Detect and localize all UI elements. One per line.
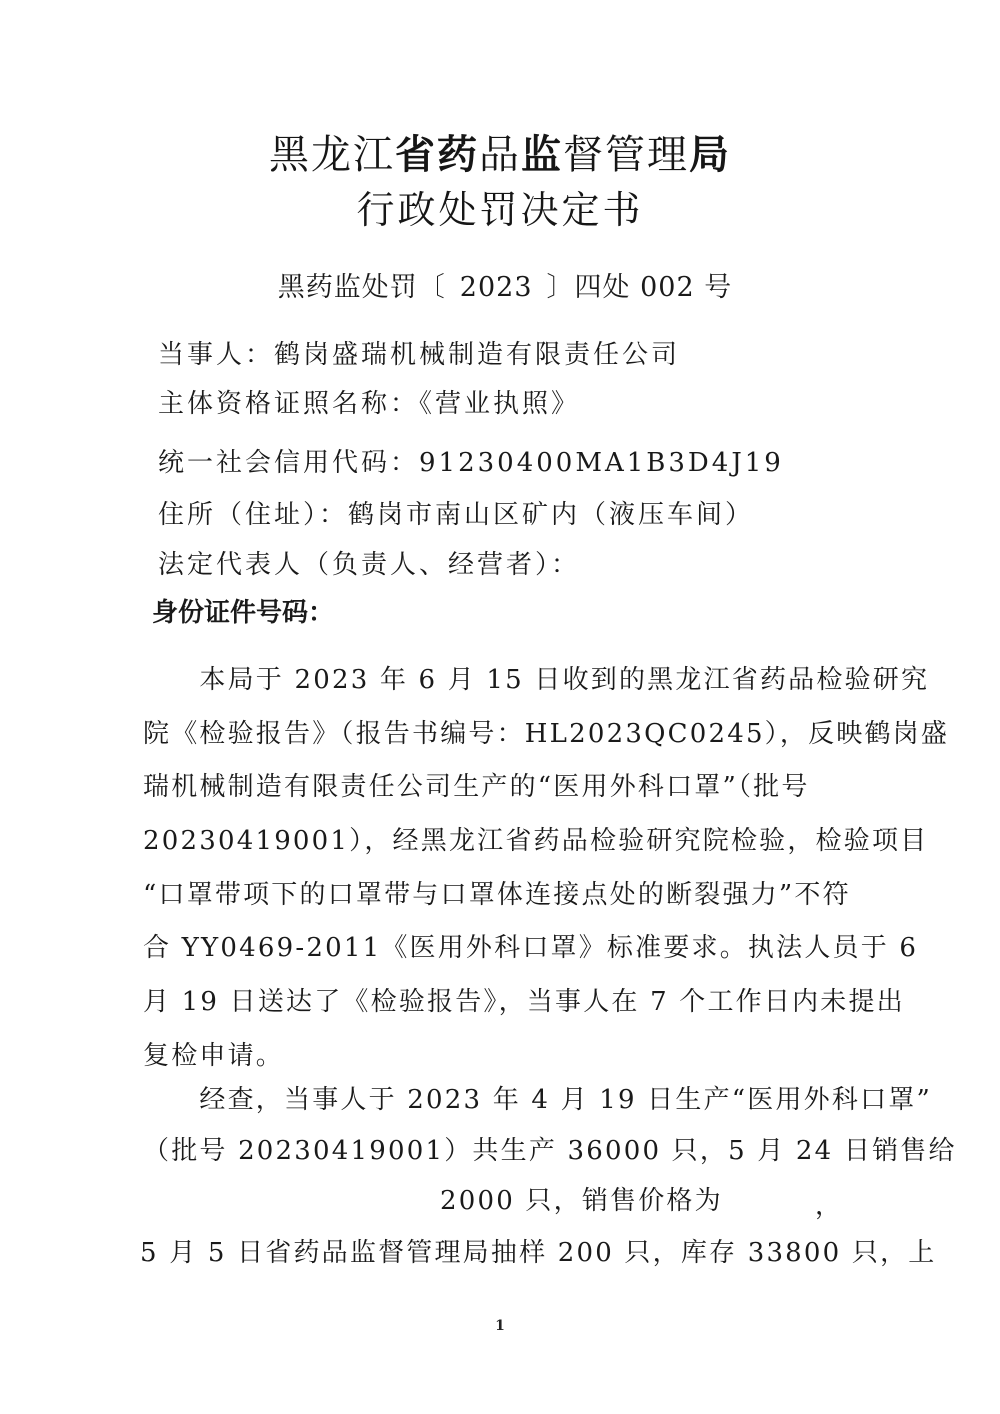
- title-part: 黑龙江: [269, 132, 395, 178]
- address: 住所（住址）：鹤岗市南山区矿内（液压车间）: [158, 500, 755, 530]
- paragraph-line: 5 月 5 日省药品监督管理局抽样 200 只，库存 33800 只，上: [140, 1238, 937, 1268]
- paragraph-line: 院《检验报告》（报告书编号：HL2023QC0245），反映鹤岗盛: [143, 719, 950, 749]
- id-number: 身份证件号码：: [152, 598, 335, 628]
- legal-representative: 法定代表人（负责人、经营者）：: [158, 550, 581, 580]
- paragraph-line: 瑞机械制造有限责任公司生产的“医用外科口罩”（批号: [143, 772, 810, 802]
- paragraph-line: 经查，当事人于 2023 年 4 月 19 日生产“医用外科口罩”: [143, 1085, 932, 1115]
- document-number: [0, 268, 1000, 308]
- paragraph-line: 月 19 日送达了《检验报告》，当事人在 7 个工作日内未提出: [143, 987, 905, 1017]
- paragraph-line: ，: [815, 1191, 844, 1221]
- title-part: 督管理: [563, 132, 689, 178]
- document-type-title: 行政处罚决定书: [356, 188, 644, 232]
- paragraph-line: 本局于 2023 年 6 月 15 日收到的黑龙江省药品检验研究: [143, 665, 930, 695]
- paragraph-line: 20230419001），经黑龙江省药品检验研究院检验，检验项目: [143, 826, 929, 856]
- credit-code: 统一社会信用代码：91230400MA1B3D4J19: [158, 448, 784, 478]
- doc-number-suffix: 〕四处 002 号: [546, 272, 733, 303]
- issuing-authority-title: [0, 130, 1000, 180]
- license-name: 主体资格证照名称：《营业执照》: [158, 389, 581, 419]
- title-part: 品: [479, 132, 521, 178]
- doc-number-prefix: 黑药监处罚〔: [277, 272, 446, 303]
- paragraph-line: “口罩带项下的口罩带与口罩体连接点处的断裂强力”不符: [143, 880, 851, 910]
- page-number: 1: [495, 1318, 505, 1334]
- party-name: 当事人：鹤岗盛瑞机械制造有限责任公司: [158, 340, 681, 370]
- paragraph-line: 合 YY0469-2011《医用外科口罩》标准要求。执法人员于 6: [143, 933, 919, 963]
- doc-number-year: 2023: [459, 272, 533, 303]
- paragraph-line: （批号 20230419001）共生产 36000 只，5 月 24 日销售给: [143, 1136, 957, 1166]
- title-part: 局: [689, 131, 731, 178]
- title-part: 省药: [395, 131, 479, 178]
- title-part: 监: [521, 131, 563, 178]
- paragraph-line: 2000 只，销售价格为: [440, 1186, 723, 1216]
- paragraph-line: 复检申请。: [143, 1041, 285, 1071]
